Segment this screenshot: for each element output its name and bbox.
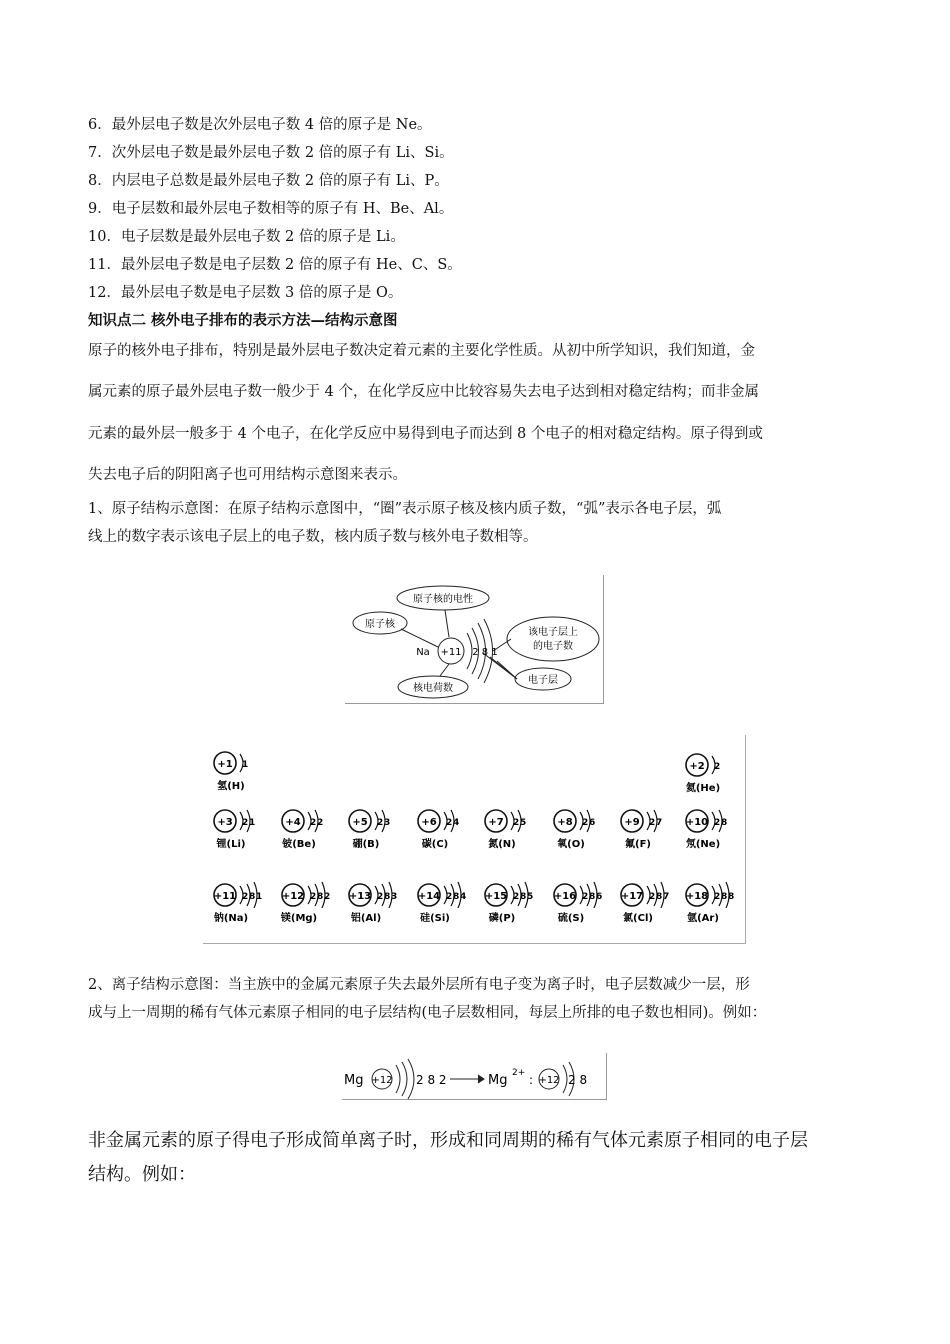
nonmetal-line-1: 非金属元素的原子得电子形成简单离子时，形成和同周期的稀有气体元素原子相同的电子层 [88,1130,808,1151]
atom-label: 氖(Ne) [685,839,721,850]
fact-11: 11．最外层电子数是电子层数 2 倍的原子有 He、C、S。 [88,257,462,273]
atom-label: 硅(Si) [420,913,450,924]
mg-ion-diagram [342,1053,607,1100]
atom-charge: +12 [281,891,305,902]
ion-structure-line-1: 2、离子结构示意图：当主族中的金属元素原子失去最外层所有电子变为离子时，电子层数减少一层，形 [88,977,750,993]
shell-electron-count: 8 [520,892,527,902]
atom-charge: +5 [352,817,368,828]
shell-electron-count: 8 [721,892,728,902]
fact-6: 6．最外层电子数是次外层电子数 4 倍的原子是 Ne。 [88,117,432,133]
atom-label: 磷(P) [488,913,516,924]
intro-line-4: 失去电子后的阴阳离子也可用结构示意图来表示。 [88,467,407,483]
label-nucleus: 原子核 [365,619,395,630]
atom-charge: +9 [624,817,640,828]
nonmetal-line-2: 结构。例如： [88,1164,196,1185]
intro-line-1: 原子的核外电子排布，特别是最外层电子数决定着元素的主要化学性质。从初中所学知识，我们知道，金 [88,343,755,359]
shell-electron-count: 2 [310,892,317,902]
nucleus-charge: +11 [440,647,462,658]
element-symbol: Na [416,647,430,658]
atom-charge: +17 [620,891,644,902]
shell-electron-count: 8 [384,892,391,902]
shell-electron-count: 2 [649,892,656,902]
shell-electron-count: 4 [453,818,460,828]
shell-electron-count: 7 [656,818,663,828]
atom-charge: +14 [417,891,441,902]
atom-label: 氦(He) [685,783,721,794]
fact-8: 8．内层电子总数是最外层电子数 2 倍的原子有 Li、P。 [88,173,449,189]
shell-electron-count: 2 [377,892,384,902]
atom-diagram-row2-1 [282,810,323,850]
shell-electron-count: 8 [721,818,728,828]
atom-charge: +11 [213,891,237,902]
section-heading: 知识点二 核外电子排布的表示方法—结构示意图 [88,313,398,329]
mg-atom-symbol: Mg [344,1073,364,1088]
shell-electron-count: 8 [589,892,596,902]
atom-charge: +3 [217,817,233,828]
shell-electron-count: 5 [527,892,534,902]
ion-structure-line-2: 成与上一周期的稀有气体元素原子相同的电子层结构(电子层数相同，每层上所排的电子数也相同)。例如： [88,1005,767,1021]
mg-ion-charge: +12 [538,1075,560,1086]
shell-electron-count: 2 [582,892,589,902]
atom-label: 铍(Be) [282,839,316,850]
fact-7: 7．次外层电子数是最外层电子数 2 倍的原子有 Li、Si。 [88,145,454,161]
atom-label: 碳(C) [421,839,449,850]
atom-diagram-row3-3 [418,882,466,924]
shell-electron-count: 2 [242,818,249,828]
shell-electron-count: 8 [453,892,460,902]
mg-ion-shells: 2 8 [568,1073,588,1087]
atom-label: 镁(Mg) [280,913,318,924]
shell-electron-count: 1 [249,818,256,828]
shell-electron-count: 2 [513,818,520,828]
shell-electron-count: 2 [513,892,520,902]
atom-structure-annotated-diagram [345,575,604,704]
atom-charge: +2 [689,761,705,772]
shell-electron-count: 3 [391,892,398,902]
atom-diagram-row2-0 [214,810,255,850]
shell-electron-count: 2 [324,892,331,902]
atom-label: 锂(Li) [216,839,246,850]
shell-electron-count: 2 [310,818,317,828]
intro-line-2: 属元素的原子最外层电子数一般少于 4 个，在化学反应中比较容易失去电子达到相对稳定结构；而非金属 [88,384,759,400]
shell-electron-count: 2 [582,818,589,828]
atom-diagram-row1-0 [214,752,248,792]
mg-atom-charge: +12 [371,1075,393,1086]
atom-label: 氮(N) [488,839,516,850]
atom-charge: +8 [557,817,573,828]
atom-diagram-row3-6 [621,882,669,924]
label-nuclear-charge: 核电荷数 [413,683,453,694]
mg-ion-charge-sup: 2+ [512,1068,526,1078]
atom-diagram-row3-0 [214,882,262,924]
mg-atom-shells: 2 8 2 [416,1073,447,1087]
shell-electron-count: 1 [256,892,263,902]
shell-electron-count: 2 [242,892,249,902]
shell-electron-count: 6 [596,892,603,902]
atom-charge: +16 [553,891,577,902]
fact-9: 9．电子层数和最外层电子数相等的原子有 H、Be、Al。 [88,201,454,217]
atom-diagram-row3-7 [686,882,734,924]
shell-electron-count: 1 [242,760,249,770]
shell-electron-count: 8 [317,892,324,902]
atom-charge: +4 [285,817,301,828]
mg-ion-symbol: Mg [488,1073,508,1088]
shell-electron-count: 2 [714,762,721,772]
shell-electron-count: 8 [656,892,663,902]
shell-electron-count: 7 [663,892,670,902]
atom-structure-line-1: 1、原子结构示意图：在原子结构示意图中，“圈”表示原子核及核内质子数，“弧”表示各电子层，弧 [88,501,722,517]
atom-label: 氟(F) [625,839,651,850]
label-electrons-1: 该电子层上 [528,627,578,638]
atom-diagram-row2-2 [349,810,390,850]
atom-structure-line-2: 线上的数字表示该电子层上的电子数，核内质子数与核外电子数相等。 [88,529,538,545]
atom-label: 硼(B) [352,839,380,850]
atom-diagram-row2-6 [621,810,662,850]
shell-electron-count: 8 [728,892,735,902]
atom-label: 氧(O) [557,839,585,850]
shell-electron-count: 3 [384,818,391,828]
atom-charge: +13 [348,891,372,902]
atom-label: 硫(S) [557,913,585,924]
shell-electron-count: 2 [714,892,721,902]
label-ellipse-electrons [507,617,599,661]
shell-electron-count: 8 [249,892,256,902]
atom-diagram-row3-5 [554,882,602,924]
atom-diagram-row2-7 [686,810,727,850]
shell-electron-count: 2 [714,818,721,828]
shell-electron-count: 4 [460,892,467,902]
periodic-structure-diagrams [203,735,746,944]
atom-diagram-row1-1 [686,754,720,794]
atom-label: 钠(Na) [213,913,249,924]
shell-electron-count: 2 [446,892,453,902]
atom-label: 氩(Ar) [687,913,719,924]
intro-line-3: 元素的最外层一般多于 4 个电子，在化学反应中易得到电子而达到 8 个电子的相对稳定结构。原子得到或 [88,426,763,442]
shell-electron-count: 2 [649,818,656,828]
atom-label: 铝(Al) [350,913,382,924]
atom-charge: +15 [484,891,508,902]
atom-charge: +6 [421,817,437,828]
atom-label: 氢(H) [217,781,245,792]
shell-electron-count: 5 [520,818,527,828]
atom-diagram-row2-5 [554,810,595,850]
shell-electron-count: 2 [317,818,324,828]
atom-diagram-row2-4 [485,810,526,850]
shell-electron-count: 2 [446,818,453,828]
label-nucleus-property: 原子核的电性 [413,594,473,605]
atom-charge: +18 [685,891,709,902]
label-shell: 电子层 [528,675,558,686]
fact-12: 12．最外层电子数是电子层数 3 倍的原子是 O。 [88,285,403,301]
atom-charge: +1 [217,759,233,770]
shell-counts: 2 8 1 [472,647,498,658]
atom-label: 氯(Cl) [623,913,653,924]
shell-electron-count: 6 [589,818,596,828]
fact-10: 10．电子层数是最外层电子数 2 倍的原子是 Li。 [88,229,405,245]
colon-separator: : [529,1073,534,1087]
atom-diagram-row3-1 [280,882,330,924]
atom-diagram-row3-2 [349,882,397,924]
atom-charge: +7 [488,817,504,828]
atom-diagram-row3-4 [485,882,533,924]
label-electrons-2: 的电子数 [533,641,573,652]
shell-electron-count: 2 [377,818,384,828]
atom-diagram-row2-3 [418,810,459,850]
atom-charge: +10 [685,817,709,828]
